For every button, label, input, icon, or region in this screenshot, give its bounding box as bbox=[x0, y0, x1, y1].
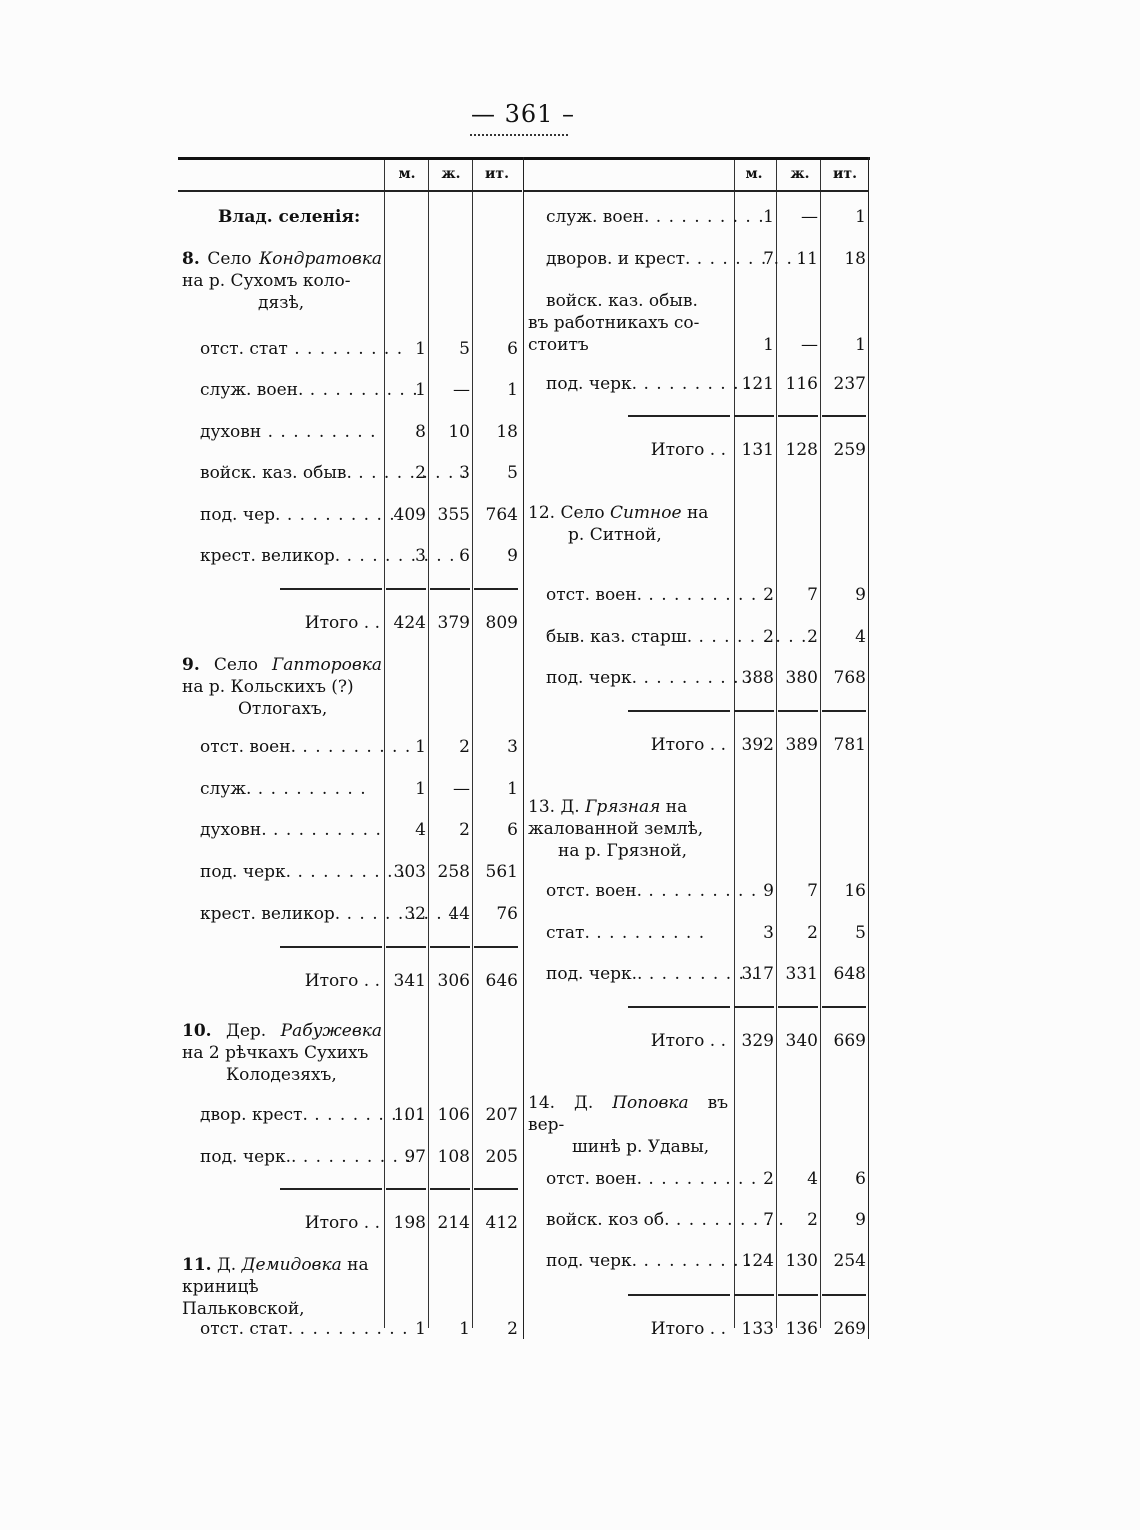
value-m: 1 bbox=[763, 335, 774, 355]
total-label: Итого . . bbox=[650, 440, 726, 460]
value-zh: — bbox=[801, 335, 818, 355]
value-m: 1 bbox=[415, 1319, 426, 1339]
row-label: под. черк. . . . bbox=[546, 1250, 726, 1272]
total-rule bbox=[778, 1006, 818, 1008]
row-label: под. черк.. . . . bbox=[200, 1146, 380, 1168]
header-zh: ж. bbox=[790, 166, 810, 182]
total-rule bbox=[280, 1188, 382, 1190]
entry-number: 14. bbox=[528, 1093, 556, 1113]
settlement-location: на bbox=[686, 503, 709, 523]
header-m: м. bbox=[745, 166, 763, 182]
settlement-name: Кондратовка bbox=[259, 249, 382, 269]
total-rule bbox=[386, 1188, 426, 1190]
row-label-line2: въ работникахъ со- bbox=[528, 313, 700, 333]
total-rule bbox=[778, 415, 818, 417]
value-zh: 380 bbox=[785, 668, 818, 688]
table-header bbox=[178, 160, 522, 192]
row-label: служ. воен. . . . bbox=[546, 206, 726, 228]
settlement-location-cont: Отлогахъ, bbox=[238, 699, 328, 719]
value-it: 207 bbox=[485, 1105, 518, 1125]
value-m: 1 bbox=[415, 737, 426, 757]
entry-number: 11. bbox=[182, 1255, 212, 1275]
total-zh: 389 bbox=[785, 735, 818, 755]
row-label: крест. великор. . . . bbox=[200, 903, 380, 925]
total-rule bbox=[474, 588, 518, 590]
value-it: 768 bbox=[833, 668, 866, 688]
row-label: отст. воен. . . . bbox=[546, 880, 726, 902]
row-label: войск. коз об. . . . bbox=[546, 1209, 726, 1231]
row-label: под. черк.. . . . bbox=[546, 963, 726, 985]
column-rule bbox=[472, 160, 473, 1328]
total-it: 412 bbox=[485, 1213, 518, 1233]
value-it: 9 bbox=[855, 1210, 866, 1230]
value-it: 6 bbox=[507, 339, 518, 359]
value-m: 2 bbox=[763, 627, 774, 647]
row-label: под. черк. . . . bbox=[200, 861, 380, 883]
value-zh: 258 bbox=[437, 862, 470, 882]
total-rule bbox=[822, 1006, 866, 1008]
row-label: служ. . . . bbox=[200, 778, 380, 800]
value-it: 18 bbox=[496, 422, 518, 442]
total-m: 133 bbox=[741, 1319, 774, 1339]
value-m: 4 bbox=[415, 820, 426, 840]
value-m: 121 bbox=[741, 374, 774, 394]
total-rule bbox=[430, 946, 470, 948]
settlement-location-cont: на р. Грязной, bbox=[558, 841, 687, 861]
total-zh: 306 bbox=[437, 971, 470, 991]
settlement-type: Село bbox=[560, 503, 605, 523]
value-it: 16 bbox=[844, 881, 866, 901]
settlement-type: Д. bbox=[560, 797, 580, 817]
total-rule bbox=[386, 588, 426, 590]
total-label: Итого . . bbox=[650, 1031, 726, 1051]
value-m: 1 bbox=[415, 339, 426, 359]
value-m: 303 bbox=[393, 862, 426, 882]
value-m: 97 bbox=[404, 1147, 426, 1167]
row-label: крест. великор. . . . bbox=[200, 545, 380, 567]
value-m: 409 bbox=[393, 505, 426, 525]
page-number-underline bbox=[470, 131, 568, 136]
column-separator bbox=[523, 157, 524, 1339]
value-m: 3 bbox=[415, 546, 426, 566]
value-zh: 106 bbox=[437, 1105, 470, 1125]
total-it: 259 bbox=[833, 440, 866, 460]
value-zh: 4 bbox=[807, 1169, 818, 1189]
settlement-type: Село bbox=[207, 249, 252, 269]
total-rule bbox=[822, 415, 866, 417]
header-it: ит. bbox=[485, 166, 509, 182]
value-m: 2 bbox=[763, 585, 774, 605]
value-it: 5 bbox=[855, 923, 866, 943]
entry-title bbox=[182, 248, 382, 314]
row-label: отст. воен. . . . bbox=[546, 584, 726, 606]
total-rule bbox=[734, 710, 774, 712]
entry-title bbox=[528, 1092, 728, 1158]
settlement-location-cont: шинѣ р. Удавы, bbox=[572, 1137, 710, 1157]
value-zh: 116 bbox=[785, 374, 818, 394]
value-it: 18 bbox=[844, 249, 866, 269]
total-zh: 340 bbox=[785, 1031, 818, 1051]
settlement-name: Рабужевка bbox=[280, 1021, 383, 1041]
settlement-location-cont: дязѣ, bbox=[258, 293, 305, 313]
value-it: 254 bbox=[833, 1251, 866, 1271]
total-rule bbox=[628, 1006, 730, 1008]
row-label: двор. крест. . . . bbox=[200, 1104, 380, 1126]
total-zh: 379 bbox=[437, 613, 470, 633]
total-rule bbox=[734, 415, 774, 417]
value-zh: 2 bbox=[459, 737, 470, 757]
total-rule bbox=[430, 588, 470, 590]
value-zh: 10 bbox=[448, 422, 470, 442]
total-rule bbox=[778, 710, 818, 712]
settlement-type: Д. bbox=[216, 1255, 237, 1275]
value-it: 764 bbox=[485, 505, 518, 525]
total-rule bbox=[280, 946, 382, 948]
value-it: 9 bbox=[855, 585, 866, 605]
total-m: 329 bbox=[741, 1031, 774, 1051]
value-m: 32 bbox=[404, 904, 426, 924]
value-zh: 331 bbox=[785, 964, 818, 984]
table-header bbox=[524, 160, 868, 192]
settlement-location-line2: жалованной землѣ, bbox=[528, 819, 704, 839]
value-m: 1 bbox=[415, 380, 426, 400]
value-m: 7 bbox=[763, 1210, 774, 1230]
row-label: отст. воен. . . . bbox=[546, 1168, 726, 1190]
value-zh: — bbox=[453, 380, 470, 400]
total-m: 198 bbox=[393, 1213, 426, 1233]
value-m: 1 bbox=[763, 207, 774, 227]
row-label-line3: стоитъ bbox=[528, 335, 589, 355]
value-it: 1 bbox=[507, 380, 518, 400]
total-zh: 136 bbox=[785, 1319, 818, 1339]
value-m: 101 bbox=[393, 1105, 426, 1125]
settlement-location: въ вер- bbox=[528, 1093, 729, 1135]
value-it: 648 bbox=[833, 964, 866, 984]
total-m: 392 bbox=[741, 735, 774, 755]
total-it: 269 bbox=[833, 1319, 866, 1339]
section-title: Влад. селенія: bbox=[218, 207, 361, 227]
row-label: служ. воен. . . . bbox=[200, 379, 380, 401]
value-it: 2 bbox=[507, 1319, 518, 1339]
row-label: под. чер. . . . bbox=[200, 504, 380, 526]
row-label bbox=[528, 290, 728, 356]
value-zh: — bbox=[801, 207, 818, 227]
value-zh: 6 bbox=[459, 546, 470, 566]
value-it: 5 bbox=[507, 463, 518, 483]
settlement-name: Ситное bbox=[609, 503, 682, 523]
value-it: 1 bbox=[855, 207, 866, 227]
value-m: 7 bbox=[763, 249, 774, 269]
value-it: 1 bbox=[855, 335, 866, 355]
value-zh: 3 bbox=[459, 463, 470, 483]
entry-number: 8. bbox=[182, 249, 200, 269]
entry-title bbox=[528, 796, 728, 862]
entry-number: 12. bbox=[528, 503, 556, 523]
row-label: под. черк. . . . bbox=[546, 667, 726, 689]
total-label: Итого . . bbox=[304, 971, 380, 991]
value-zh: 2 bbox=[459, 820, 470, 840]
row-label: дворов. и крест. . . . bbox=[546, 248, 726, 270]
value-zh: 2 bbox=[807, 923, 818, 943]
column-rule bbox=[820, 160, 821, 1328]
value-m: 3 bbox=[763, 923, 774, 943]
value-zh: 1 bbox=[459, 1319, 470, 1339]
page-number: — 361 – bbox=[470, 100, 576, 128]
settlement-name: Гапторовка bbox=[272, 655, 383, 675]
row-label: стат. . . . bbox=[546, 922, 726, 944]
entry-number: 13. bbox=[528, 797, 556, 817]
value-zh: 355 bbox=[437, 505, 470, 525]
value-m: 8 bbox=[415, 422, 426, 442]
entry-title bbox=[182, 1254, 382, 1320]
value-it: 4 bbox=[855, 627, 866, 647]
value-it: 9 bbox=[507, 546, 518, 566]
entry-title bbox=[182, 1020, 382, 1086]
value-zh: 130 bbox=[785, 1251, 818, 1271]
value-zh: 5 bbox=[459, 339, 470, 359]
value-zh: 7 bbox=[807, 585, 818, 605]
total-it: 646 bbox=[485, 971, 518, 991]
value-m: 2 bbox=[415, 463, 426, 483]
total-rule bbox=[822, 710, 866, 712]
left-column bbox=[178, 160, 522, 1339]
column-rule bbox=[776, 160, 777, 1328]
right-column bbox=[524, 160, 868, 1339]
row-label: под. черк. . . . bbox=[546, 373, 726, 395]
total-rule bbox=[280, 588, 382, 590]
entry-number: 10. bbox=[182, 1021, 212, 1041]
table-right-edge bbox=[868, 157, 869, 1339]
value-it: 6 bbox=[507, 820, 518, 840]
total-rule bbox=[386, 946, 426, 948]
total-rule bbox=[430, 1188, 470, 1190]
total-it: 809 bbox=[485, 613, 518, 633]
settlement-type: Дер. bbox=[226, 1021, 267, 1041]
settlement-location-cont: Колодезяхъ, bbox=[226, 1065, 337, 1085]
settlement-name: Демидовка bbox=[241, 1255, 342, 1275]
total-rule bbox=[734, 1294, 774, 1296]
row-label: быв. каз. старш. . . . bbox=[546, 626, 726, 648]
settlement-name: Грязная bbox=[585, 797, 661, 817]
value-it: 6 bbox=[855, 1169, 866, 1189]
total-m: 424 bbox=[393, 613, 426, 633]
header-it: ит. bbox=[833, 166, 857, 182]
settlement-type: Д. bbox=[574, 1093, 594, 1113]
value-zh: 11 bbox=[796, 249, 818, 269]
total-it: 781 bbox=[833, 735, 866, 755]
row-label: войск. каз. обыв. . . . bbox=[200, 462, 380, 484]
settlement-location: на р. Сухомъ коло- bbox=[182, 271, 351, 291]
value-zh: 108 bbox=[437, 1147, 470, 1167]
value-zh: — bbox=[453, 779, 470, 799]
total-rule bbox=[474, 946, 518, 948]
total-rule bbox=[628, 710, 730, 712]
settlement-location-cont: криницѣ Пальковской, bbox=[182, 1277, 305, 1319]
total-m: 341 bbox=[393, 971, 426, 991]
column-rule bbox=[428, 160, 429, 1328]
header-m: м. bbox=[398, 166, 416, 182]
value-m: 9 bbox=[763, 881, 774, 901]
total-it: 669 bbox=[833, 1031, 866, 1051]
total-zh: 128 bbox=[785, 440, 818, 460]
value-zh: 44 bbox=[448, 904, 470, 924]
settlement-type: Село bbox=[213, 655, 258, 675]
value-zh: 2 bbox=[807, 627, 818, 647]
total-rule bbox=[778, 1294, 818, 1296]
value-m: 2 bbox=[763, 1169, 774, 1189]
total-rule bbox=[822, 1294, 866, 1296]
total-rule bbox=[474, 1188, 518, 1190]
value-zh: 7 bbox=[807, 881, 818, 901]
row-label: духовн. . . . bbox=[200, 819, 380, 841]
value-it: 1 bbox=[507, 779, 518, 799]
entry-title bbox=[182, 654, 382, 720]
settlement-location-cont: р. Ситной, bbox=[568, 525, 662, 545]
settlement-location: на bbox=[665, 797, 688, 817]
row-label: отст. стат. . . . bbox=[200, 1318, 380, 1340]
total-rule bbox=[628, 1294, 730, 1296]
value-m: 1 bbox=[415, 779, 426, 799]
value-zh: 2 bbox=[807, 1210, 818, 1230]
total-label: Итого . . bbox=[304, 1213, 380, 1233]
row-label: духовн . . . bbox=[200, 421, 380, 443]
total-rule bbox=[734, 1006, 774, 1008]
value-m: 388 bbox=[741, 668, 774, 688]
value-it: 561 bbox=[485, 862, 518, 882]
settlement-location: на р. Кольскихъ (?) bbox=[182, 677, 354, 697]
settlement-location: на bbox=[347, 1255, 369, 1275]
total-m: 131 bbox=[741, 440, 774, 460]
value-it: 3 bbox=[507, 737, 518, 757]
row-label: отст. стат . . . bbox=[200, 338, 380, 360]
value-m: 317 bbox=[741, 964, 774, 984]
total-rule bbox=[628, 415, 730, 417]
value-m: 124 bbox=[741, 1251, 774, 1271]
total-label: Итого . . bbox=[304, 613, 380, 633]
entry-number: 9. bbox=[182, 655, 200, 675]
total-label: Итого . . bbox=[650, 735, 726, 755]
settlement-location: на 2 рѣчкахъ Сухихъ bbox=[182, 1043, 369, 1063]
value-it: 76 bbox=[496, 904, 518, 924]
row-label-line1: войск. каз. обыв. bbox=[546, 291, 698, 311]
row-label: отст. воен. . . . bbox=[200, 736, 380, 758]
entry-title bbox=[528, 502, 728, 546]
total-zh: 214 bbox=[437, 1213, 470, 1233]
value-it: 237 bbox=[833, 374, 866, 394]
value-it: 205 bbox=[485, 1147, 518, 1167]
total-label: Итого . . bbox=[650, 1319, 726, 1339]
settlement-name: Поповка bbox=[612, 1093, 689, 1113]
header-zh: ж. bbox=[441, 166, 461, 182]
